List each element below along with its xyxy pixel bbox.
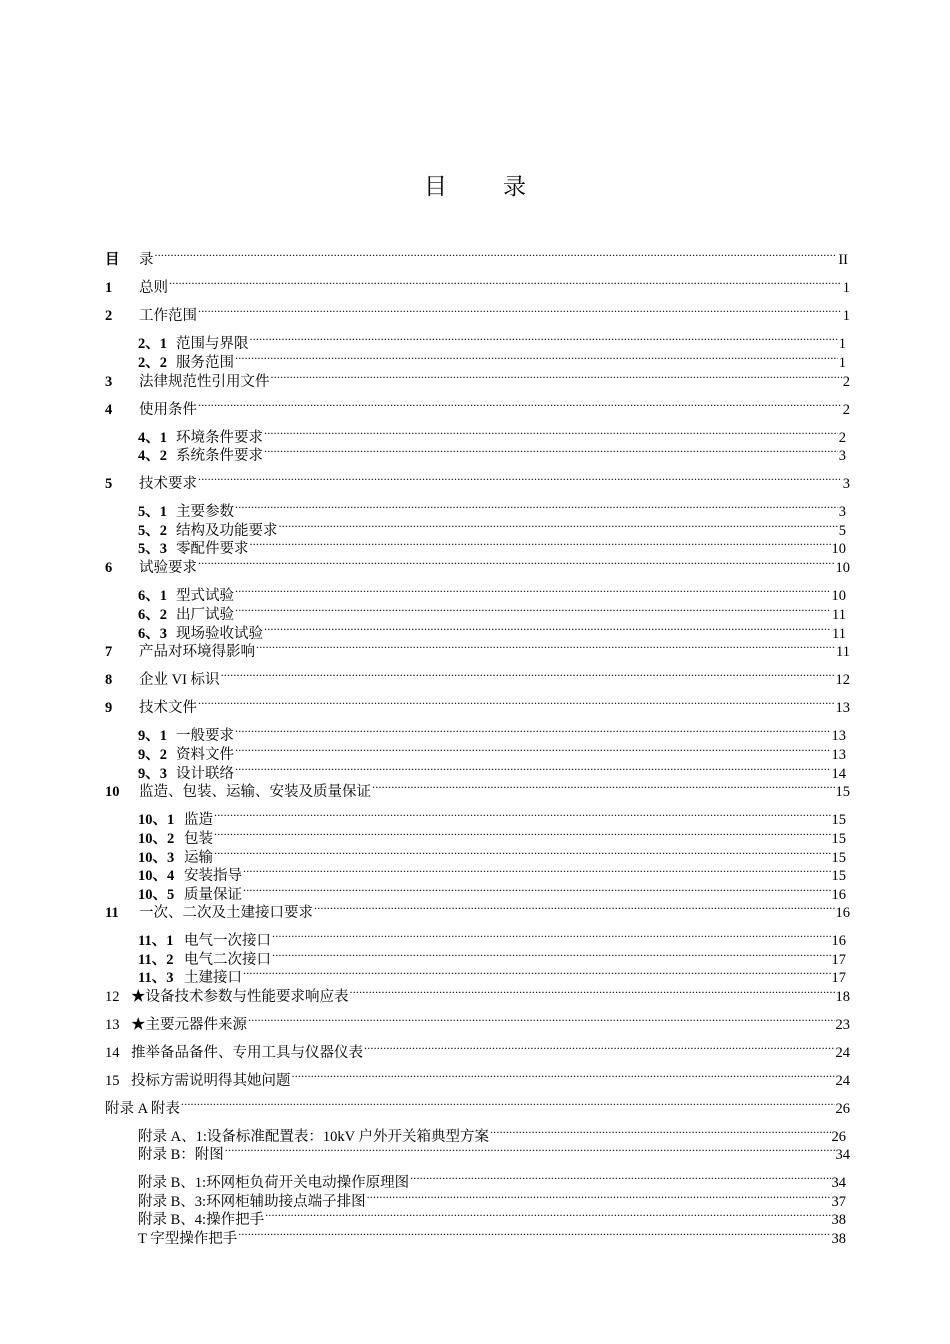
toc-entry-label: 试验要求: [139, 560, 197, 576]
dot-leader: [225, 1141, 835, 1159]
toc-entry-label: 一次、二次及土建接口要求: [139, 905, 313, 921]
toc-entry-page: 15: [831, 850, 846, 866]
toc-entry-label: 结构及功能要求: [176, 523, 278, 539]
toc-entry-number: 10、4: [138, 868, 175, 884]
toc-entry[interactable]: [138, 517, 846, 539]
dot-leader: [243, 862, 831, 880]
toc-entry-page: 13: [831, 747, 846, 763]
dot-leader: [314, 899, 835, 917]
toc-entry[interactable]: [138, 1206, 846, 1228]
toc-entry[interactable]: [138, 806, 846, 828]
toc-entry-number: 15: [105, 1073, 120, 1089]
dot-leader: [490, 1123, 831, 1141]
dot-leader: [169, 274, 842, 292]
toc-title-right: 录: [503, 174, 526, 200]
toc-entry-number: 2、2: [138, 355, 167, 371]
toc-entry[interactable]: [105, 638, 850, 660]
toc-entry-number: 10、5: [138, 887, 175, 903]
toc-entry-label: 产品对环境得影响: [139, 644, 255, 660]
dot-leader: [198, 470, 842, 488]
toc-entry-number: 4、1: [138, 430, 167, 446]
toc-entry-label: 附录 A 附表: [105, 1101, 180, 1117]
toc-entry-page: 14: [831, 766, 846, 782]
dot-leader: [272, 927, 831, 945]
toc-entry-label: 质量保证: [184, 887, 242, 903]
toc-entry[interactable]: [138, 349, 846, 371]
toc-entry-label: 服务范围: [176, 355, 234, 371]
toc-entry[interactable]: [105, 274, 850, 296]
dot-leader: [265, 1206, 830, 1224]
toc-entry-number: 9、1: [138, 728, 167, 744]
dot-leader: [155, 246, 838, 264]
toc-entry-label: 技术文件: [139, 700, 197, 716]
toc-entry[interactable]: [138, 741, 846, 763]
toc-entry-number: 6、3: [138, 626, 167, 642]
toc-entry-page: II: [838, 252, 848, 268]
toc-entry-number: 10、1: [138, 812, 175, 828]
toc-entry-label: 附录 B、3:环网柜辅助接点端子排图: [138, 1194, 366, 1210]
toc-entry-page: 24: [835, 1045, 850, 1061]
toc-entry[interactable]: [105, 899, 850, 921]
toc-entry-number: 7: [105, 644, 113, 660]
toc-entry[interactable]: [138, 844, 846, 866]
toc-entry[interactable]: [138, 424, 846, 446]
toc-entry[interactable]: [105, 666, 850, 688]
dot-leader: [198, 554, 835, 572]
toc-entry-label: 主要参数: [176, 504, 234, 520]
toc-entry[interactable]: [138, 1123, 846, 1145]
dot-leader: [271, 368, 842, 386]
toc-entry-page: 10: [831, 541, 846, 557]
dot-leader: [214, 844, 831, 862]
toc-entry[interactable]: [105, 1039, 850, 1061]
toc-entry-page: 1: [838, 336, 846, 352]
dot-leader: [372, 778, 835, 796]
toc-entry-label: 安装指导: [184, 868, 242, 884]
toc-entry-number: 3: [105, 374, 113, 390]
toc-entry-number: 11: [105, 905, 119, 921]
toc-entry-number: 5、2: [138, 523, 167, 539]
toc-entry-page: 11: [832, 626, 846, 642]
toc-entry-page: 12: [835, 672, 850, 688]
toc-entry-page: 2: [842, 402, 850, 418]
toc-entry-number: 目: [105, 252, 120, 268]
toc-entry-page: 15: [835, 784, 850, 800]
toc-entry-page: 10: [835, 560, 850, 576]
toc-entry-label: 电气二次接口: [184, 952, 271, 968]
toc-entry-number: 11、3: [138, 970, 174, 986]
toc-entry[interactable]: [138, 862, 846, 884]
toc-entry-label: 一般要求: [176, 728, 234, 744]
dot-leader: [181, 1095, 835, 1113]
dot-leader: [250, 330, 838, 348]
toc-entry[interactable]: [138, 722, 846, 744]
toc-entry-number: 5、3: [138, 541, 167, 557]
toc-entry-number: 1: [105, 280, 113, 296]
toc-entry-label: 工作范围: [139, 308, 197, 324]
toc-entry[interactable]: [138, 535, 846, 557]
toc-entry-number: 6、2: [138, 607, 167, 623]
toc-entry[interactable]: [138, 330, 846, 352]
toc-entry-label: 投标方需说明得其她问题: [131, 1073, 291, 1089]
toc-entry-page: 16: [831, 887, 846, 903]
toc-entry-number: 5、1: [138, 504, 167, 520]
toc-entry[interactable]: [105, 396, 850, 418]
toc-entry[interactable]: [105, 368, 850, 390]
toc-entry-number: 14: [105, 1045, 120, 1061]
dot-leader: [350, 983, 835, 1001]
toc-entry[interactable]: [138, 601, 846, 623]
toc-entry[interactable]: [138, 1225, 846, 1247]
toc-entry-number: 11、2: [138, 952, 174, 968]
toc-entry-label: 附录 B：附图: [138, 1147, 224, 1163]
dot-leader: [221, 666, 835, 684]
toc-entry-label: 企业 VI 标识: [139, 672, 220, 688]
toc-entry-page: 17: [831, 952, 846, 968]
toc-entry-number: 8: [105, 672, 113, 688]
dot-leader: [198, 302, 842, 320]
toc-entry[interactable]: [138, 825, 846, 847]
toc-entry[interactable]: [105, 554, 850, 576]
toc-entry-page: 2: [838, 430, 846, 446]
toc-entry-number: 4、2: [138, 448, 167, 464]
dot-leader: [214, 806, 831, 824]
dot-leader: [238, 1225, 830, 1243]
toc-entry-number: 5: [105, 476, 113, 492]
toc-entry-number: 10: [105, 784, 120, 800]
toc-entry-page: 15: [831, 868, 846, 884]
toc-entry[interactable]: [138, 442, 846, 464]
toc-entry-label: 使用条件: [139, 402, 197, 418]
toc-entry-page: 26: [831, 1129, 846, 1145]
dot-leader: [198, 694, 835, 712]
dot-leader: [235, 722, 831, 740]
toc-entry[interactable]: [105, 983, 850, 1005]
toc-entry-label: 出厂试验: [176, 607, 234, 623]
toc-entry-label: 附录 A、1:设备标准配置表：10kV 户外开关箱典型方案: [138, 1129, 489, 1145]
toc-entry-label: 附录 B、1:环网柜负荷开关电动操作原理图: [138, 1175, 410, 1191]
toc-entry-page: 15: [831, 812, 846, 828]
toc-entry-page: 1: [842, 308, 850, 324]
toc-entry-number: 9、3: [138, 766, 167, 782]
toc-entry-page: 38: [831, 1212, 846, 1228]
toc-entry[interactable]: [105, 302, 850, 324]
toc-entry-page: 16: [831, 933, 846, 949]
dot-leader: [250, 535, 831, 553]
toc-entry-page: 34: [831, 1175, 846, 1191]
dot-leader: [272, 946, 831, 964]
toc-entry[interactable]: [138, 582, 846, 604]
dot-leader: [198, 396, 842, 414]
toc-entry[interactable]: [138, 620, 846, 642]
toc-entry[interactable]: [138, 964, 846, 986]
toc-entry[interactable]: [138, 881, 846, 903]
toc-entry[interactable]: [105, 778, 850, 800]
toc-entry-label: 资料文件: [176, 747, 234, 763]
dot-leader: [367, 1188, 831, 1206]
toc-entry[interactable]: [105, 470, 850, 492]
dot-leader: [214, 825, 831, 843]
toc-entry-label: 监造、包装、运输、安装及质量保证: [139, 784, 371, 800]
toc-entry[interactable]: [105, 246, 848, 268]
toc-entry-page: 23: [835, 1017, 850, 1033]
toc-entry-label: 推举备品备件、专用工具与仪器仪表: [131, 1045, 363, 1061]
toc-entry-label: 包装: [184, 831, 213, 847]
toc-entry-number: 11、1: [138, 933, 174, 949]
toc-entry-page: 26: [835, 1101, 850, 1117]
toc-entry-page: 37: [831, 1194, 846, 1210]
dot-leader: [235, 601, 831, 619]
toc-entry-label: 土建接口: [184, 970, 242, 986]
dot-leader: [410, 1169, 830, 1187]
toc-entry-label: 监造: [184, 812, 213, 828]
toc-entry-page: 24: [835, 1073, 850, 1089]
toc-entry-page: 11: [832, 607, 846, 623]
toc-entry[interactable]: [138, 1141, 850, 1163]
dot-leader: [264, 442, 838, 460]
toc-entry-label: 设计联络: [176, 766, 234, 782]
toc-entry-page: 16: [835, 905, 850, 921]
toc-entry-page: 17: [831, 970, 846, 986]
toc-entry-number: 12: [105, 989, 120, 1005]
toc-entry[interactable]: [105, 1067, 850, 1089]
toc-entry-label: T 字型操作把手: [138, 1231, 238, 1247]
toc-entry[interactable]: [105, 1095, 850, 1117]
toc-entry-page: 1: [842, 280, 850, 296]
toc-entry-label: 附录 B、4:操作把手: [138, 1212, 265, 1228]
dot-leader: [235, 498, 838, 516]
toc-entry[interactable]: [138, 946, 846, 968]
toc-entry-page: 3: [838, 504, 846, 520]
dot-leader: [243, 881, 831, 899]
toc-entry-number: 9、2: [138, 747, 167, 763]
toc-entry-label: ★设备技术参数与性能要求响应表: [131, 989, 349, 1005]
toc-entry-number: 10、3: [138, 850, 175, 866]
toc-entry-label: 系统条件要求: [176, 448, 263, 464]
toc-entry[interactable]: [138, 498, 846, 520]
toc-entry-number: 6: [105, 560, 113, 576]
toc-entry-page: 3: [838, 448, 846, 464]
toc-entry-page: 15: [831, 831, 846, 847]
dot-leader: [248, 1011, 835, 1029]
toc-entry-page: 18: [835, 989, 850, 1005]
toc-entry-label: 运输: [184, 850, 213, 866]
dot-leader: [264, 620, 831, 638]
toc-entry-label: 录: [139, 252, 154, 268]
toc-entry-label: ★主要元器件来源: [131, 1017, 247, 1033]
toc-entry-number: 2、1: [138, 336, 167, 352]
dot-leader: [364, 1039, 835, 1057]
dot-leader: [279, 517, 838, 535]
toc-entry-label: 零配件要求: [176, 541, 249, 557]
dot-leader: [292, 1067, 835, 1085]
toc-entry-number: 10、2: [138, 831, 175, 847]
toc-entry[interactable]: [138, 1188, 846, 1210]
toc-entry-page: 5: [838, 523, 846, 539]
toc-entry[interactable]: [138, 760, 846, 782]
toc-entry-label: 范围与界限: [176, 336, 249, 352]
dot-leader: [256, 638, 835, 656]
toc-entry-number: 9: [105, 700, 113, 716]
toc-entry-label: 电气一次接口: [184, 933, 271, 949]
toc-entry[interactable]: [138, 1169, 846, 1191]
toc-entry[interactable]: [105, 694, 850, 716]
toc-entry-page: 13: [831, 728, 846, 744]
toc-entry-page: 34: [835, 1147, 850, 1163]
toc-entry-page: 3: [842, 476, 850, 492]
toc-entry-number: 4: [105, 402, 113, 418]
toc-entry-label: 型式试验: [176, 588, 234, 604]
toc-entry-number: 6、1: [138, 588, 167, 604]
dot-leader: [235, 741, 831, 759]
toc-entry[interactable]: [138, 927, 846, 949]
toc-entry-number: 13: [105, 1017, 120, 1033]
toc-entry-page: 1: [838, 355, 846, 371]
dot-leader: [243, 964, 831, 982]
toc-entry[interactable]: [105, 1011, 850, 1033]
toc-entry-label: 技术要求: [139, 476, 197, 492]
toc-entry-number: 2: [105, 308, 113, 324]
dot-leader: [264, 424, 838, 442]
toc-entry-page: 13: [835, 700, 850, 716]
toc-entry-page: 11: [836, 644, 850, 660]
toc-entry-page: 38: [831, 1231, 846, 1247]
toc-entry-label: 总则: [139, 280, 168, 296]
toc-entry-label: 法律规范性引用文件: [139, 374, 270, 390]
toc-entry-page: 10: [831, 588, 846, 604]
toc-title-left: 目: [424, 174, 447, 200]
toc-entry-page: 2: [842, 374, 850, 390]
toc-entry-label: 现场验收试验: [176, 626, 263, 642]
dot-leader: [235, 582, 831, 600]
dot-leader: [235, 349, 838, 367]
dot-leader: [235, 760, 831, 778]
toc-entry-label: 环境条件要求: [176, 430, 263, 446]
